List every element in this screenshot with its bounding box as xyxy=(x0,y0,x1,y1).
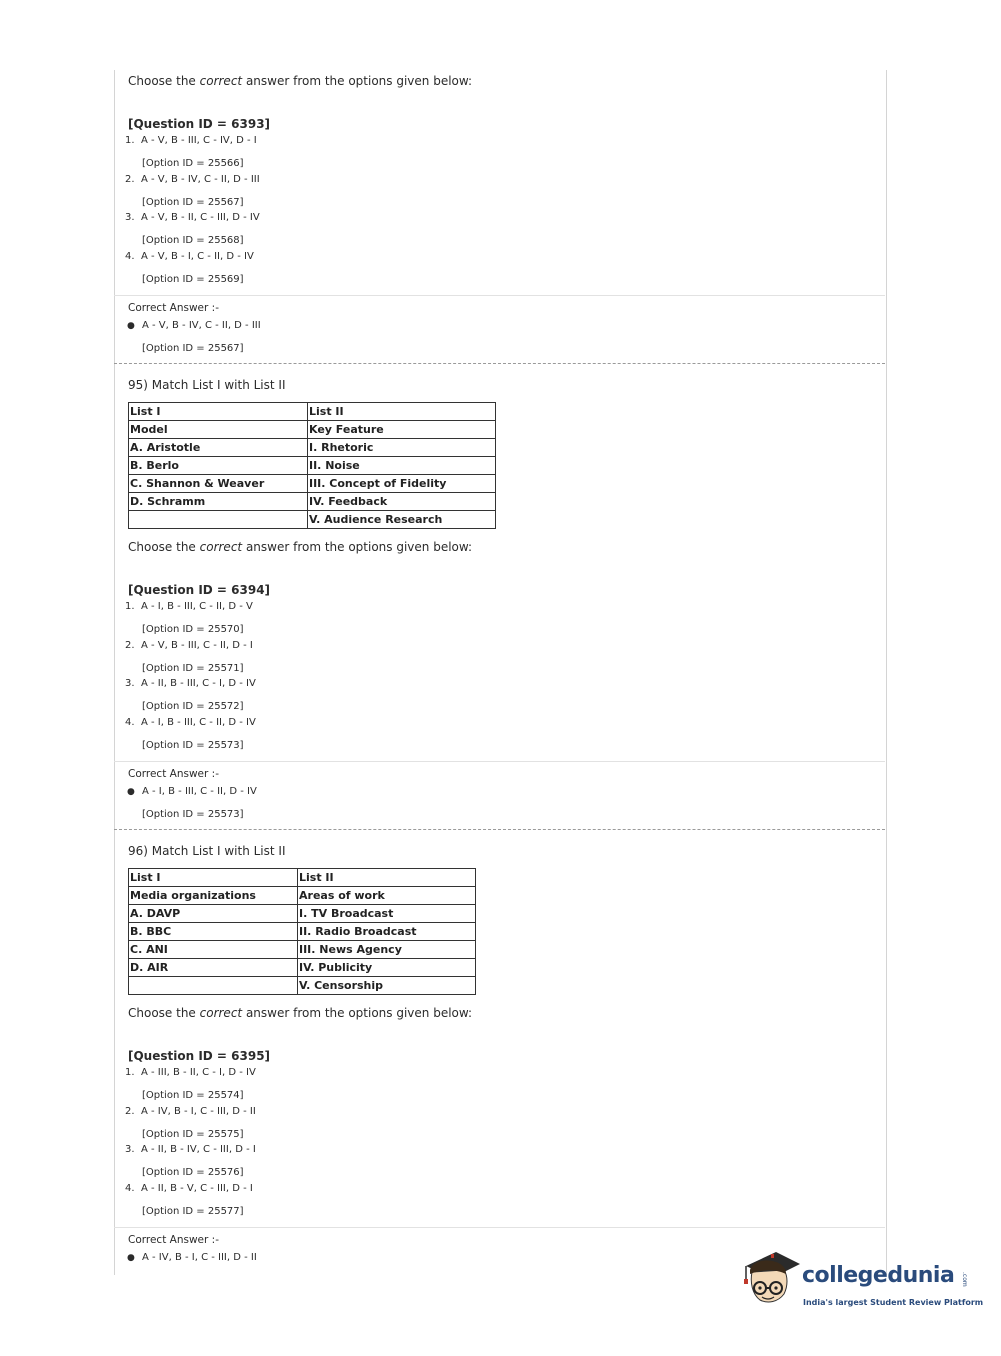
option-1[interactable]: 1. A - III, B - II, C - I, D - IV xyxy=(125,1067,256,1078)
table-cell: D. Schramm xyxy=(129,493,308,511)
option-3[interactable]: 3. A - V, B - II, C - III, D - IV xyxy=(125,212,260,223)
table-cell: I. TV Broadcast xyxy=(298,905,476,923)
table-cell: V. Audience Research xyxy=(308,511,496,529)
table-cell: List II xyxy=(308,403,496,421)
option-id: [Option ID = 25569] xyxy=(142,274,244,285)
answer-divider xyxy=(114,1227,885,1228)
table-row xyxy=(129,923,476,941)
option-id: [Option ID = 25574] xyxy=(142,1090,244,1101)
option-3[interactable]: 3. A - II, B - III, C - I, D - IV xyxy=(125,678,256,689)
option-id: [Option ID = 25566] xyxy=(142,158,244,169)
match-table xyxy=(128,868,476,995)
table-cell: IV. Publicity xyxy=(298,959,476,977)
answer-divider xyxy=(114,761,885,762)
table-row xyxy=(129,977,476,995)
table-cell: List I xyxy=(129,403,308,421)
bullet-icon: ● xyxy=(127,787,135,797)
bullet-icon: ● xyxy=(127,321,135,331)
table-cell: III. Concept of Fidelity xyxy=(308,475,496,493)
table-cell: I. Rhetoric xyxy=(308,439,496,457)
option-id: [Option ID = 25568] xyxy=(142,235,244,246)
table-cell: C. Shannon & Weaver xyxy=(129,475,308,493)
option-id: [Option ID = 25571] xyxy=(142,663,244,674)
table-cell: B. BBC xyxy=(129,923,298,941)
table-cell xyxy=(129,511,308,529)
logo-tagline: India's largest Student Review Platform xyxy=(803,1298,984,1307)
choose-instruction: Choose the correct answer from the options given below: xyxy=(128,1006,473,1020)
graduate-mascot-icon xyxy=(742,1248,802,1318)
table-row xyxy=(129,475,496,493)
option-4[interactable]: 4. A - II, B - V, C - III, D - I xyxy=(125,1183,253,1194)
table-cell: List I xyxy=(129,869,298,887)
option-id: [Option ID = 25575] xyxy=(142,1129,244,1140)
option-4[interactable]: 4. A - V, B - I, C - II, D - IV xyxy=(125,251,254,262)
option-id: [Option ID = 25573] xyxy=(142,740,244,751)
table-row xyxy=(129,887,476,905)
option-4[interactable]: 4. A - I, B - III, C - II, D - IV xyxy=(125,717,256,728)
table-cell: Areas of work xyxy=(298,887,476,905)
table-cell: III. News Agency xyxy=(298,941,476,959)
option-id: [Option ID = 25577] xyxy=(142,1206,244,1217)
correct-answer-label: Correct Answer :- xyxy=(128,768,219,780)
table-row xyxy=(129,457,496,475)
option-2[interactable]: 2. A - V, B - IV, C - II, D - III xyxy=(125,174,260,185)
question-divider xyxy=(114,829,885,830)
table-row xyxy=(129,959,476,977)
table-cell: IV. Feedback xyxy=(308,493,496,511)
option-id: [Option ID = 25572] xyxy=(142,701,244,712)
table-row xyxy=(129,941,476,959)
correct-answer: ● A - V, B - IV, C - II, D - III xyxy=(127,320,261,331)
question-divider xyxy=(114,363,885,364)
table-row xyxy=(129,511,496,529)
bullet-icon: ● xyxy=(127,1253,135,1263)
choose-instruction: Choose the correct answer from the options given below: xyxy=(128,74,473,88)
collegedunia-logo[interactable] xyxy=(742,1248,984,1320)
table-row xyxy=(129,439,496,457)
answer-divider xyxy=(114,295,885,296)
table-cell: A. Aristotle xyxy=(129,439,308,457)
logo-domain-suffix: .com xyxy=(961,1272,968,1287)
table-cell: C. ANI xyxy=(129,941,298,959)
match-table xyxy=(128,402,496,529)
option-id: [Option ID = 25576] xyxy=(142,1167,244,1178)
question-title: 96) Match List I with List II xyxy=(128,844,286,858)
table-cell: D. AIR xyxy=(129,959,298,977)
table-cell: Media organizations xyxy=(129,887,298,905)
correct-answer-label: Correct Answer :- xyxy=(128,302,219,314)
table-cell: V. Censorship xyxy=(298,977,476,995)
option-2[interactable]: 2. A - V, B - III, C - II, D - I xyxy=(125,640,253,651)
table-cell: II. Radio Broadcast xyxy=(298,923,476,941)
table-cell: A. DAVP xyxy=(129,905,298,923)
option-2[interactable]: 2. A - IV, B - I, C - III, D - II xyxy=(125,1106,256,1117)
choose-instruction: Choose the correct answer from the options given below: xyxy=(128,540,473,554)
table-cell: Model xyxy=(129,421,308,439)
option-id: [Option ID = 25570] xyxy=(142,624,244,635)
table-cell: Key Feature xyxy=(308,421,496,439)
question-id: [Question ID = 6395] xyxy=(128,1049,271,1063)
table-row xyxy=(129,493,496,511)
correct-option-id: [Option ID = 25567] xyxy=(142,343,244,354)
table-cell: List II xyxy=(298,869,476,887)
logo-wordmark: collegedunia xyxy=(802,1263,955,1288)
question-id: [Question ID = 6394] xyxy=(128,583,271,597)
correct-answer: ● A - I, B - III, C - II, D - IV xyxy=(127,786,257,797)
option-3[interactable]: 3. A - II, B - IV, C - III, D - I xyxy=(125,1144,256,1155)
option-id: [Option ID = 25567] xyxy=(142,197,244,208)
table-row xyxy=(129,403,496,421)
table-cell: II. Noise xyxy=(308,457,496,475)
correct-answer: ● A - IV, B - I, C - III, D - II xyxy=(127,1252,257,1263)
option-1[interactable]: 1. A - V, B - III, C - IV, D - I xyxy=(125,135,257,146)
question-title: 95) Match List I with List II xyxy=(128,378,286,392)
question-id: [Question ID = 6393] xyxy=(128,117,271,131)
table-row xyxy=(129,421,496,439)
correct-option-id: [Option ID = 25573] xyxy=(142,809,244,820)
table-cell xyxy=(129,977,298,995)
table-row xyxy=(129,869,476,887)
table-cell: B. Berlo xyxy=(129,457,308,475)
correct-answer-label: Correct Answer :- xyxy=(128,1234,219,1246)
table-row xyxy=(129,905,476,923)
option-1[interactable]: 1. A - I, B - III, C - II, D - V xyxy=(125,601,253,612)
